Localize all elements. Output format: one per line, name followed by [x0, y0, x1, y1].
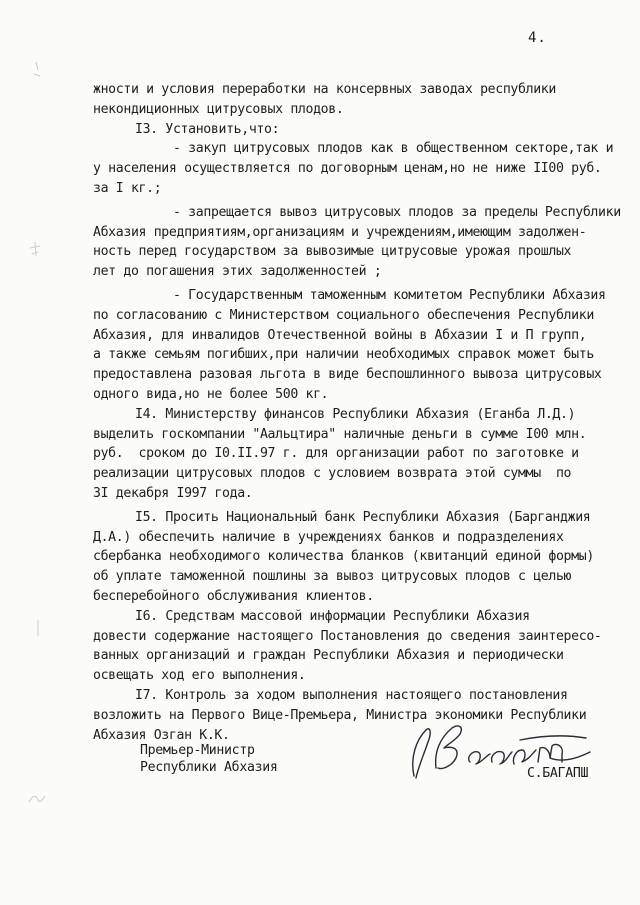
body-text-line: Абхазия Озган К.К.: [93, 727, 230, 743]
body-text-line: I5. Просить Национальный банк Республики Абхазия (Барганджия: [135, 509, 591, 525]
body-text-line: ность перед государством за вывозимые цитрусовые урожая прошлых: [93, 244, 572, 260]
margin-speck-mark: [26, 790, 48, 808]
document-body: [93, 80, 621, 745]
body-text-line: - закуп цитрусовых плодов как в общественном секторе,так и: [173, 141, 614, 157]
signatory-title-line-2: Республики Абхазия: [140, 760, 278, 775]
body-text-line: руб. сроком до I0.II.97 г. для организации работ по заготовке и: [93, 446, 579, 462]
body-text-line: некондиционных цитрусовых плодов.: [93, 101, 344, 117]
body-text-line: Д.А.) обеспечить наличие в учреждениях банков и подразделениях: [93, 529, 564, 545]
signatory-name: С.БАГАПШ: [527, 766, 589, 781]
body-text-line: возложить на Первого Вице-Премьера, Министра экономики Республики: [93, 707, 587, 723]
body-text-line: у населения осуществляется по договорным ценам,но не ниже II00 руб.: [93, 161, 602, 177]
body-text-line: реализации цитрусовых плодов с условием возврата этой суммы по: [93, 466, 572, 482]
page-number: 4.: [528, 30, 547, 46]
body-text-line: предоставлена разовая льгота в виде беспошлинного вывоза цитрусовых: [93, 367, 602, 383]
margin-speck-mark: [30, 618, 46, 640]
body-text-line: выделить госкомпании "Аальцтира" наличные деньги в сумме I00 млн.: [93, 426, 587, 442]
body-text-line: I4. Министерству финансов Республики Абхазия (Еганба Л.Д.): [135, 406, 576, 422]
signatory-title-line-1: Премьер-Министр: [140, 743, 255, 758]
signatory-title: [140, 742, 278, 776]
body-text-line: Абхазия, для инвалидов Отечественной войны в Абхазии I и П групп,: [93, 327, 587, 343]
body-text-line: жности и условия переработки на консервных заводах республики: [93, 82, 556, 97]
margin-speck-mark: [26, 238, 46, 260]
body-text-line: I7. Контроль за ходом выполнения настоящего постановления: [135, 687, 568, 703]
body-text-line: довести содержание настоящего Постановления до сведения заинтересо-: [93, 628, 602, 644]
body-text-line: по согласованию с Министерством социального обеспечения Республики: [93, 307, 594, 323]
body-text-line: одного вида,но не более 500 кг.: [93, 386, 329, 402]
body-text-line: 3I декабря I997 года.: [93, 485, 253, 501]
body-text-line: сбербанка необходимого количества бланков (квитанций единой формы): [93, 549, 594, 565]
body-text-line: за I кг.;: [93, 180, 162, 196]
body-text-line: I6. Средствам массовой информации Республики Абхазия: [135, 608, 530, 624]
body-text-line: об уплате таможенной пошлины за вывоз цитрусовых плодов с целью: [93, 569, 572, 585]
margin-speck-mark: [28, 60, 48, 82]
body-text-line: ванных организаций и граждан Республики Абхазия и периодически: [93, 648, 564, 664]
body-text-line: бесперебойного обслуживания клиентов.: [93, 588, 374, 604]
body-text-line: - запрещается вывоз цитрусовых плодов за пределы Республики: [173, 204, 621, 220]
body-text-line: а также семьям погибших,при наличии необходимых справок может быть: [93, 347, 594, 363]
body-text-line: лет до погашения этих задолженностей ;: [93, 264, 382, 280]
body-text-line: I3. Установить,что:: [135, 121, 280, 137]
body-text-line: - Государственным таможенным комитетом Республики Абхазия: [173, 287, 606, 303]
body-text-line: Абхазия предприятиям,организациям и учреждениям,имеющим задолжен-: [93, 224, 587, 240]
body-text-line: освещать ход его выполнения.: [93, 668, 306, 684]
